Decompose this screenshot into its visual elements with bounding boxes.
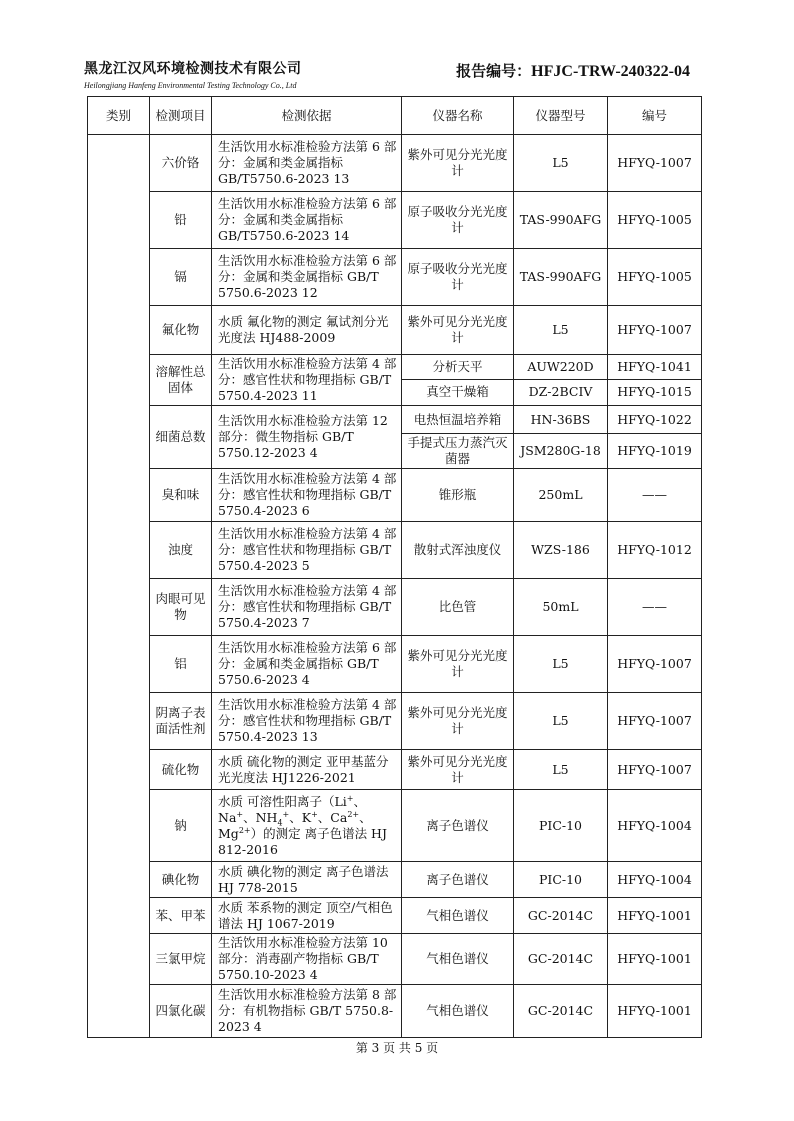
instrument-cell: 手提式压力蒸汽灭菌器 [402, 434, 514, 469]
instrument-cell: 紫外可见分光光度计 [402, 306, 514, 355]
instrument-cell: 离子色谱仪 [402, 790, 514, 862]
model-cell: HN-36BS [514, 406, 608, 434]
basis-cell: 生活饮用水标准检验方法第 4 部分：感官性状和物理指标 GB/T 5750.4-2023 11 [212, 355, 402, 406]
item-cell: 碘化物 [150, 862, 212, 898]
table-row [88, 985, 702, 1038]
testing-method-table [87, 96, 702, 1038]
instrument-cell: 真空干燥箱 [402, 379, 514, 405]
model-cell: TAS-990AFG [514, 192, 608, 249]
item-cell: 铝 [150, 636, 212, 693]
charge-superscript: + [346, 793, 354, 803]
instrument-cell: 原子吸收分光光度计 [402, 249, 514, 306]
basis-text: 、Na [218, 793, 366, 825]
charge-superscript: 2+ [347, 809, 360, 819]
formula-subscript: 4 [277, 818, 283, 827]
code-cell: HFYQ-1012 [608, 522, 702, 579]
basis-text: 水质 可溶性阳离子（Li [218, 793, 347, 809]
instrument-cell: 原子吸收分光光度计 [402, 192, 514, 249]
report-number: HFJC-TRW-240322-04 [531, 63, 690, 80]
basis-cell: 生活饮用水标准检验方法第 10 部分：消毒副产物指标 GB/T 5750.10-2023 4 [212, 934, 402, 985]
item-cell: 六价铬 [150, 135, 212, 192]
column-header: 编号 [608, 97, 702, 135]
model-cell: L5 [514, 306, 608, 355]
table-row [88, 192, 702, 249]
basis-cell: 生活饮用水标准检验方法第 8 部分：有机物指标 GB/T 5750.8-2023 4 [212, 985, 402, 1038]
item-cell: 硫化物 [150, 750, 212, 790]
instrument-cell: 分析天平 [402, 355, 514, 380]
model-cell: GC-2014C [514, 898, 608, 934]
instrument-cell: 电热恒温培养箱 [402, 406, 514, 434]
item-cell: 苯、甲苯 [150, 898, 212, 934]
model-cell: 50mL [514, 579, 608, 636]
instrument-cell: 气相色谱仪 [402, 898, 514, 934]
code-cell: HFYQ-1007 [608, 135, 702, 192]
item-cell: 镉 [150, 249, 212, 306]
item-cell: 溶解性总固体 [150, 355, 212, 406]
code-cell: HFYQ-1019 [608, 434, 702, 469]
charge-superscript: + [236, 809, 244, 819]
column-header: 检测依据 [212, 97, 402, 135]
basis-text: ）的测定 离子色谱法 HJ 812-2016 [218, 825, 387, 857]
item-cell: 三氯甲烷 [150, 934, 212, 985]
code-cell: HFYQ-1004 [608, 790, 702, 862]
basis-text: 、K [289, 809, 312, 825]
charge-superscript: + [311, 809, 318, 819]
table-row [88, 790, 702, 862]
table-row [88, 249, 702, 306]
model-cell: WZS-186 [514, 522, 608, 579]
item-cell: 钠 [150, 790, 212, 862]
instrument-cell: 气相色谱仪 [402, 934, 514, 985]
column-header: 仪器名称 [402, 97, 514, 135]
basis-cell: 水质 氟化物的测定 氟试剂分光光度法 HJ488-2009 [212, 306, 402, 355]
item-cell: 四氯化碳 [150, 985, 212, 1038]
table-row [88, 522, 702, 579]
code-cell: HFYQ-1022 [608, 406, 702, 434]
item-cell: 臭和味 [150, 469, 212, 522]
basis-cell: 生活饮用水标准检验方法第 4 部分：感官性状和物理指标 GB/T 5750.4-2023 7 [212, 579, 402, 636]
basis-text: 、Ca [317, 809, 348, 825]
basis-text: 、NH [243, 809, 278, 825]
code-cell: HFYQ-1001 [608, 985, 702, 1038]
basis-cell: 生活饮用水标准检验方法第 6 部分：金属和类金属指标 GB/T 5750.6-2023 4 [212, 636, 402, 693]
code-cell: HFYQ-1001 [608, 934, 702, 985]
code-cell: HFYQ-1005 [608, 192, 702, 249]
basis-cell: 生活饮用水标准检验方法第 4 部分：感官性状和物理指标 GB/T 5750.4-2023 13 [212, 693, 402, 750]
code-cell: —— [608, 469, 702, 522]
code-cell: HFYQ-1005 [608, 249, 702, 306]
table-row [88, 135, 702, 192]
basis-cell: 水质 碘化物的测定 离子色谱法 HJ 778-2015 [212, 862, 402, 898]
code-cell: HFYQ-1007 [608, 693, 702, 750]
model-cell: L5 [514, 750, 608, 790]
item-cell: 氟化物 [150, 306, 212, 355]
table-row [88, 934, 702, 985]
instrument-cell: 紫外可见分光光度计 [402, 750, 514, 790]
instrument-cell: 锥形瓶 [402, 469, 514, 522]
instrument-cell: 离子色谱仪 [402, 862, 514, 898]
code-cell: HFYQ-1007 [608, 750, 702, 790]
column-header: 检测项目 [150, 97, 212, 135]
model-cell: PIC-10 [514, 790, 608, 862]
company-name-cn: 黑龙江汉风环境检测技术有限公司 [84, 61, 302, 77]
model-cell: TAS-990AFG [514, 249, 608, 306]
code-cell: HFYQ-1041 [608, 355, 702, 380]
model-cell: GC-2014C [514, 985, 608, 1038]
model-cell: DZ-2BCIV [514, 379, 608, 405]
code-cell: HFYQ-1004 [608, 862, 702, 898]
table-row [88, 862, 702, 898]
basis-cell: 水质 硫化物的测定 亚甲基蓝分光光度法 HJ1226-2021 [212, 750, 402, 790]
instrument-cell: 紫外可见分光光度计 [402, 636, 514, 693]
category-cell [88, 135, 150, 1038]
code-cell: —— [608, 579, 702, 636]
charge-superscript: + [282, 809, 290, 819]
table-row [88, 750, 702, 790]
model-cell: L5 [514, 636, 608, 693]
item-cell: 浊度 [150, 522, 212, 579]
code-cell: HFYQ-1001 [608, 898, 702, 934]
basis-cell: 生活饮用水标准检验方法第 6 部分：金属和类金属指标 GB/T 5750.6-2023 12 [212, 249, 402, 306]
table-row [88, 693, 702, 750]
table-row [88, 306, 702, 355]
model-cell: L5 [514, 135, 608, 192]
basis-cell: 水质 苯系物的测定 顶空/气相色谱法 HJ 1067-2019 [212, 898, 402, 934]
table-header-row [88, 97, 702, 135]
model-cell: PIC-10 [514, 862, 608, 898]
basis-cell: 生活饮用水标准检验方法第 6 部分：金属和类金属指标 GB/T5750.6-2023 13 [212, 135, 402, 192]
column-header: 类别 [88, 97, 150, 135]
table-row [88, 406, 702, 434]
item-cell: 阴离子表面活性剂 [150, 693, 212, 750]
instrument-cell: 气相色谱仪 [402, 985, 514, 1038]
model-cell: L5 [514, 693, 608, 750]
basis-cell: 生活饮用水标准检验方法第 6 部分：金属和类金属指标 GB/T5750.6-2023 14 [212, 192, 402, 249]
column-header: 仪器型号 [514, 97, 608, 135]
company-name-en: Heilongjiang Hanfeng Environmental Testing Technology Co., Ltd [84, 81, 297, 90]
model-cell: AUW220D [514, 355, 608, 380]
model-cell: GC-2014C [514, 934, 608, 985]
code-cell: HFYQ-1007 [608, 636, 702, 693]
table-row [88, 579, 702, 636]
page-number: 第 3 页 共 5 页 [355, 1041, 439, 1055]
report-number-block [456, 60, 690, 81]
item-cell: 铅 [150, 192, 212, 249]
basis-cell [212, 790, 402, 862]
table-row [88, 898, 702, 934]
report-header [84, 58, 704, 100]
table-row [88, 469, 702, 522]
report-number-label: 报告编号： [456, 62, 532, 80]
item-cell: 细菌总数 [150, 406, 212, 469]
charge-superscript: 2+ [238, 825, 251, 835]
code-cell: HFYQ-1007 [608, 306, 702, 355]
item-cell: 肉眼可见物 [150, 579, 212, 636]
basis-cell: 生活饮用水标准检验方法第 4 部分：感官性状和物理指标 GB/T 5750.4-2023 6 [212, 469, 402, 522]
basis-cell: 生活饮用水标准检验方法第 4 部分：感官性状和物理指标 GB/T 5750.4-2023 5 [212, 522, 402, 579]
code-cell: HFYQ-1015 [608, 379, 702, 405]
table-row [88, 636, 702, 693]
basis-cell: 生活饮用水标准检验方法第 12 部分：微生物指标 GB/T 5750.12-2023 4 [212, 406, 402, 469]
model-cell: JSM280G-18 [514, 434, 608, 469]
instrument-cell: 散射式浑浊度仪 [402, 522, 514, 579]
instrument-cell: 比色管 [402, 579, 514, 636]
table-row [88, 355, 702, 380]
model-cell: 250mL [514, 469, 608, 522]
instrument-cell: 紫外可见分光光度计 [402, 693, 514, 750]
instrument-cell: 紫外可见分光光度计 [402, 135, 514, 192]
basis-text: 、Mg [218, 809, 372, 841]
